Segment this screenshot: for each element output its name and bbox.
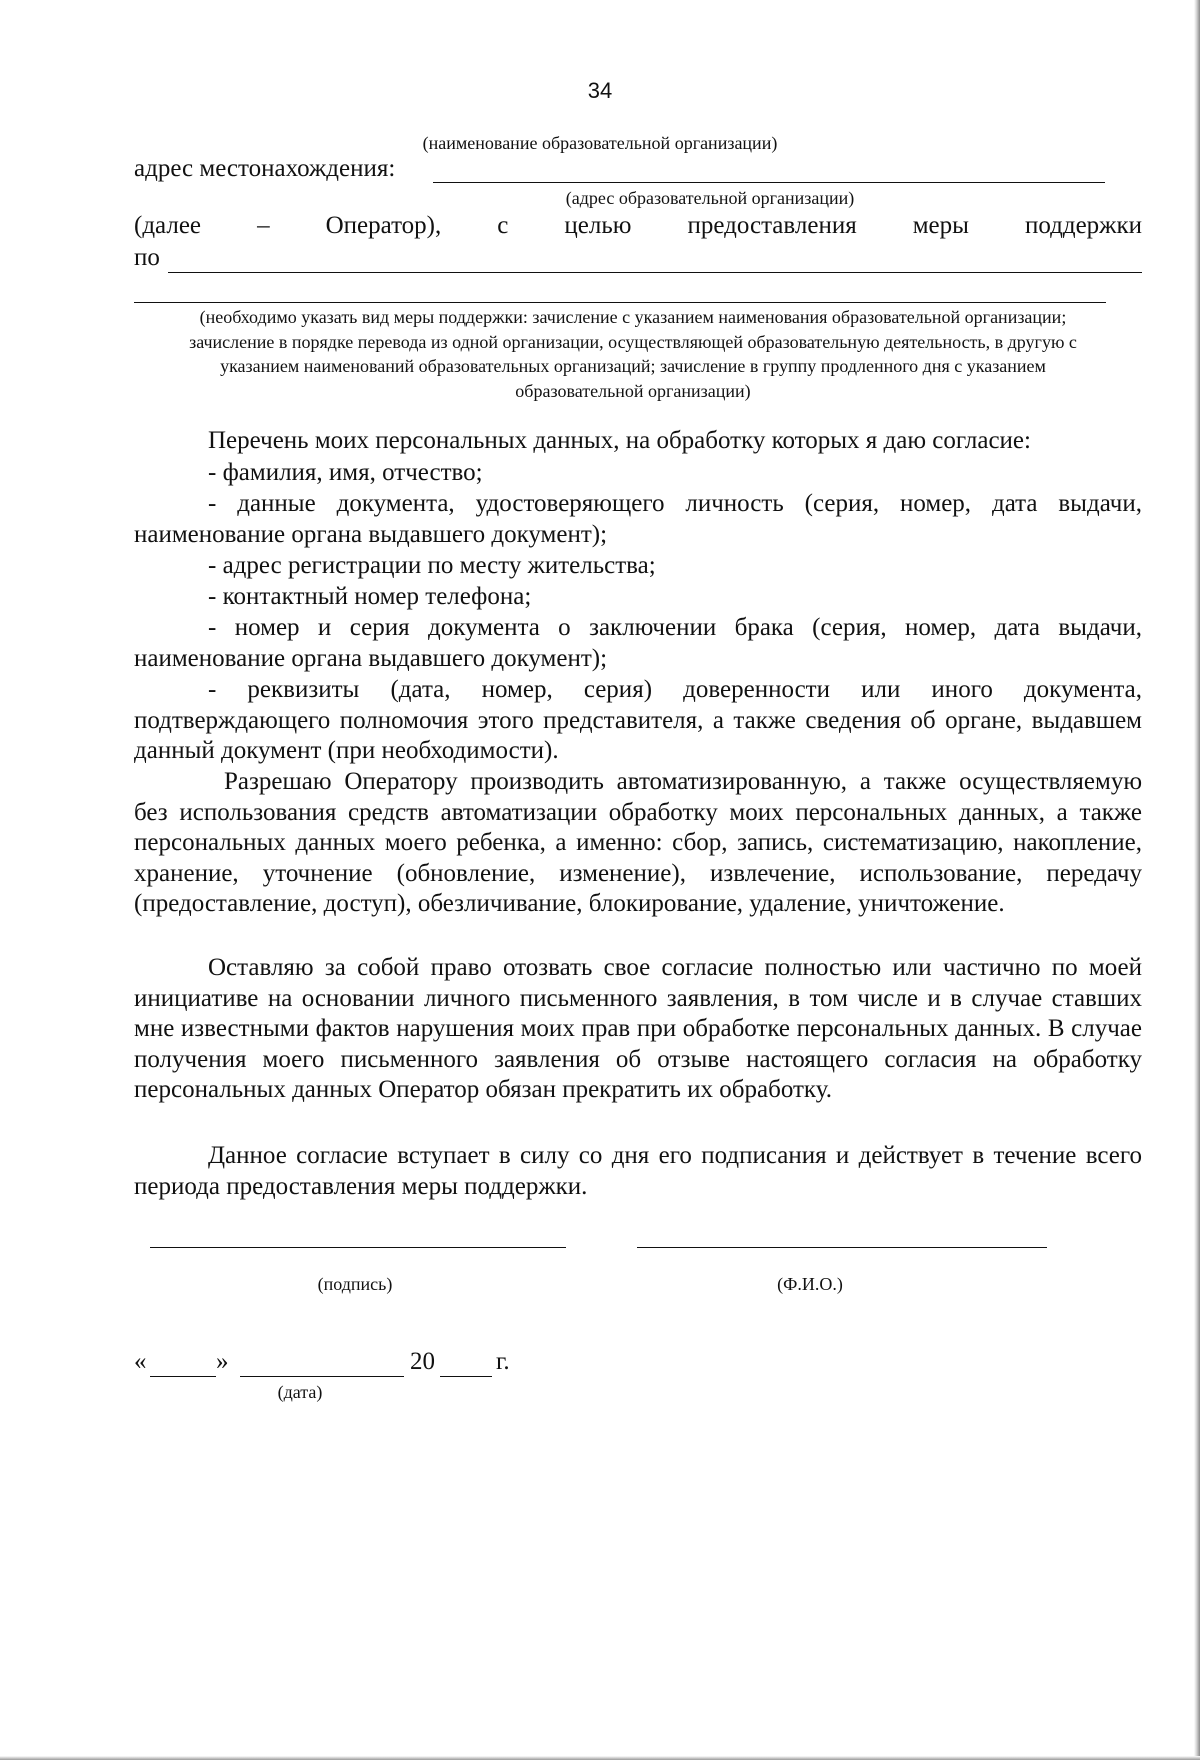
signature-line (150, 1247, 566, 1248)
list-item: - фамилия, имя, отчество; (208, 459, 483, 486)
support-caption: (необходимо указать вид меры поддержки: зачисление с указанием наименования образовательной организации; зачисление в порядке перевода из одной организации, осуществляющей образовательную деятельность, в другую с указанием наименований образовательных организаций; зачисление в группу продленного дня с указанием образовательной организации) (189, 307, 1077, 401)
name-caption: (Ф.И.О.) (777, 1274, 843, 1294)
page-number: 34 (587, 78, 613, 103)
address-fill-line (433, 182, 1105, 183)
validity-paragraph: Данное согласие вступает в силу со дня его подписания и действует в течение всего периода предоставления меры поддержки. (134, 1142, 1142, 1200)
scan-bottom-shadow (0, 1756, 1200, 1760)
support-fill-line (168, 272, 1142, 273)
date-year-line (440, 1376, 492, 1377)
date-open-quote: « (134, 1348, 147, 1375)
list-item: - номер и серия документа о заключении брака (серия, номер, дата выдачи, наименование органа выдавшего документ); (134, 614, 1142, 672)
signature-caption: (подпись) (317, 1274, 393, 1294)
date-day-line (150, 1376, 216, 1377)
operator-word: с (497, 212, 509, 239)
withdrawal-paragraph: Оставляю за собой право отозвать свое согласие полностью или частично по моей инициативе на основании личного письменного заявления, в том числе и в случае ставших мне известными фактов нарушения моих прав при обработке персональных данных. В случае получения моего письменного заявления об отзыве настоящего согласия на обработку персональных данных Оператор обязан прекратить их обработку. (134, 954, 1142, 1103)
po-label: по (134, 244, 160, 271)
consent-paragraph: Разрешаю Оператору производить автоматизированную, а также осуществляемую без использования средств автоматизации обработку моих персональных данных, а также персональных данных моего ребенка, а именно: сбор, запись, систематизацию, накопление, хранение, уточнение (обновление, изменение), извлечение, использование, передачу (предоставление, доступ), обезличивание, блокирование, удаление, уничтожение. (134, 768, 1142, 917)
operator-word: целью (564, 212, 632, 239)
support-fill-line-2 (134, 302, 1106, 303)
address-label: адрес местонахождения: (134, 155, 396, 182)
name-line (637, 1247, 1047, 1248)
date-caption: (дата) (277, 1382, 323, 1402)
operator-word: Оператор), (325, 212, 442, 239)
operator-word: поддержки (1024, 212, 1142, 239)
date-close-quote: » (216, 1348, 229, 1375)
scan-edge-shadow (1194, 0, 1200, 1760)
operator-word: меры (912, 212, 969, 239)
operator-line (134, 212, 1142, 240)
list-item: - данные документа, удостоверяющего личность (серия, номер, дата выдачи, наименование органа выдавшего документ); (134, 490, 1142, 548)
list-item: - адрес регистрации по месту жительства; (208, 552, 656, 579)
date-month-line (240, 1376, 404, 1377)
operator-word: – (257, 212, 270, 239)
address-caption: (адрес образовательной организации) (565, 188, 855, 208)
date-year-suffix: г. (496, 1348, 510, 1375)
list-item: - реквизиты (дата, номер, серия) доверенности или иного документа, подтверждающего полномочия этого представителя, а также сведения об органе, выдавшем данный документ (при необходимости). (134, 676, 1142, 764)
date-year-prefix: 20 (410, 1348, 435, 1375)
org-name-caption: (наименование образовательной организации) (422, 133, 778, 153)
list-title: Перечень моих персональных данных, на обработку которых я даю согласие: (208, 427, 1031, 454)
operator-word: предоставления (687, 212, 857, 239)
list-item: - контактный номер телефона; (208, 583, 532, 610)
operator-word: (далее (134, 212, 202, 239)
